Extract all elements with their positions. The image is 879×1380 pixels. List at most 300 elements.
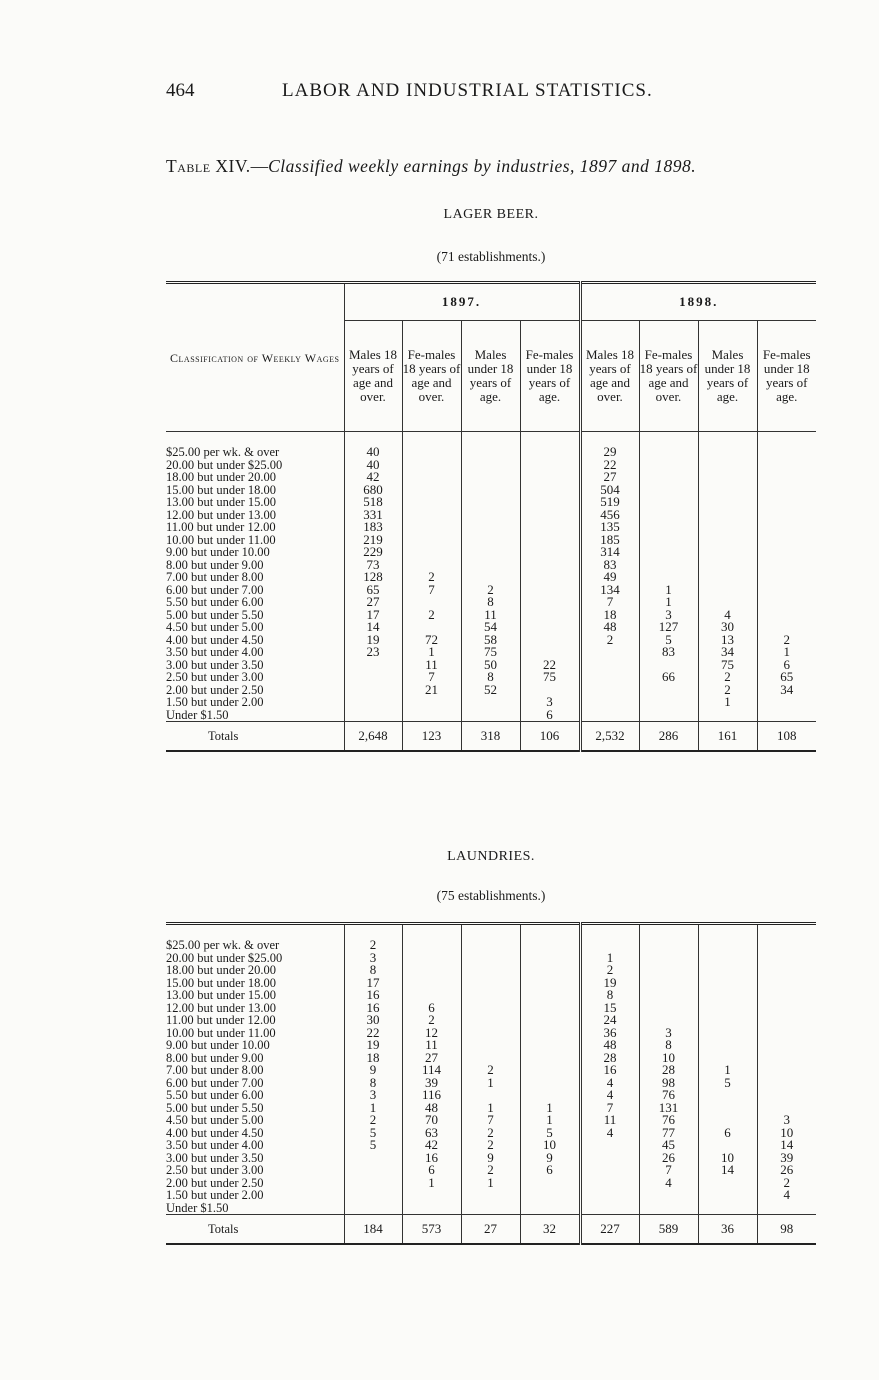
data-cell: 7 <box>639 1164 698 1177</box>
data-cell <box>757 1039 816 1052</box>
row-label: 12.00 but under 13.00 <box>166 1002 344 1015</box>
data-cell: 73 <box>344 559 402 572</box>
caption-dash: — <box>250 156 269 176</box>
data-cell: 19 <box>580 977 639 990</box>
data-cell: 22 <box>344 1027 402 1040</box>
total-cell: 184 <box>344 1215 402 1245</box>
row-label: 9.00 but under 10.00 <box>166 1039 344 1052</box>
total-cell: 2,648 <box>344 722 402 752</box>
data-cell: 16 <box>344 1002 402 1015</box>
data-cell <box>461 952 520 965</box>
total-cell: 108 <box>757 722 816 752</box>
row-label: 1.50 but under 2.00 <box>166 696 344 709</box>
data-cell: 4 <box>580 1077 639 1090</box>
data-cell: 331 <box>344 509 402 522</box>
table-row <box>166 696 816 709</box>
table-row <box>166 546 816 559</box>
data-cell <box>698 1202 757 1215</box>
col-males-minor-1898: Males under 18 years of age. <box>698 321 757 432</box>
data-cell <box>639 546 698 559</box>
data-cell <box>698 1177 757 1190</box>
data-cell <box>757 1202 816 1215</box>
data-cell: 3 <box>520 696 580 709</box>
data-cell <box>461 521 520 534</box>
data-cell <box>402 546 461 559</box>
row-label: 20.00 but under $25.00 <box>166 459 344 472</box>
lager-beer-table <box>166 281 816 752</box>
data-cell: 54 <box>461 621 520 634</box>
table-label: Table XIV. <box>166 156 251 176</box>
data-cell <box>402 471 461 484</box>
data-cell: 30 <box>698 621 757 634</box>
data-cell <box>639 989 698 1002</box>
totals-label: Totals <box>166 722 344 752</box>
row-label: 12.00 but under 13.00 <box>166 509 344 522</box>
data-cell: 58 <box>461 634 520 647</box>
table-row <box>166 471 816 484</box>
data-cell: 18 <box>344 1052 402 1065</box>
row-label: Under $1.50 <box>166 1202 344 1215</box>
data-cell: 16 <box>344 989 402 1002</box>
data-cell: 17 <box>344 609 402 622</box>
data-cell <box>580 671 639 684</box>
data-cell: 1 <box>402 646 461 659</box>
data-cell <box>402 696 461 709</box>
data-cell <box>580 1177 639 1190</box>
row-label: 2.50 but under 3.00 <box>166 1164 344 1177</box>
data-cell <box>698 546 757 559</box>
data-cell <box>639 509 698 522</box>
data-cell <box>402 534 461 547</box>
data-cell: 40 <box>344 446 402 459</box>
row-label: 18.00 but under 20.00 <box>166 471 344 484</box>
data-cell <box>757 696 816 709</box>
data-cell <box>402 1189 461 1202</box>
data-cell <box>580 709 639 722</box>
data-cell <box>520 977 580 990</box>
data-cell <box>461 1039 520 1052</box>
total-cell: 123 <box>402 722 461 752</box>
data-cell <box>461 1002 520 1015</box>
data-cell: 7 <box>580 1102 639 1115</box>
data-cell: 134 <box>580 584 639 597</box>
total-cell: 106 <box>520 722 580 752</box>
data-cell: 11 <box>461 609 520 622</box>
data-cell: 1 <box>520 1102 580 1115</box>
data-cell <box>757 534 816 547</box>
data-cell <box>698 571 757 584</box>
data-cell <box>520 1052 580 1065</box>
data-cell: 14 <box>698 1164 757 1177</box>
total-cell: 227 <box>580 1215 639 1245</box>
data-cell: 75 <box>520 671 580 684</box>
data-cell: 6 <box>520 709 580 722</box>
table-row <box>166 939 816 952</box>
data-cell: 3 <box>639 609 698 622</box>
total-cell: 98 <box>757 1215 816 1245</box>
data-cell: 48 <box>402 1102 461 1115</box>
data-cell: 18 <box>580 609 639 622</box>
data-cell: 42 <box>344 471 402 484</box>
row-label: 7.00 but under 8.00 <box>166 571 344 584</box>
col-females-minor-1898: Fe-males under 18 years of age. <box>762 347 811 404</box>
data-cell <box>461 709 520 722</box>
table-row <box>166 521 816 534</box>
data-cell <box>757 977 816 990</box>
data-cell: 2 <box>783 631 790 647</box>
data-cell: 185 <box>580 534 639 547</box>
data-cell: 2 <box>344 1114 402 1127</box>
data-cell <box>698 559 757 572</box>
row-label: 4.00 but under 4.50 <box>166 1127 344 1140</box>
data-cell: 34 <box>698 646 757 659</box>
data-cell: 2 <box>461 1164 520 1177</box>
data-cell: 8 <box>344 1077 402 1090</box>
row-label: 15.00 but under 18.00 <box>166 977 344 990</box>
total-cell: 318 <box>461 722 520 752</box>
data-cell: 4 <box>580 1089 639 1102</box>
data-cell <box>520 459 580 472</box>
data-cell <box>580 1164 639 1177</box>
data-cell <box>402 977 461 990</box>
row-label: 18.00 but under 20.00 <box>166 964 344 977</box>
data-cell: 75 <box>698 659 757 672</box>
data-cell <box>520 559 580 572</box>
data-cell <box>344 684 402 697</box>
row-label: 4.50 but under 5.00 <box>166 621 344 634</box>
data-cell: 2 <box>461 584 520 597</box>
table-row <box>166 1014 816 1027</box>
data-cell: 1 <box>402 1177 461 1190</box>
data-cell: 1 <box>639 596 698 609</box>
section-title-lager-beer: LAGER BEER. <box>443 207 539 222</box>
row-label: 8.00 but under 9.00 <box>166 1052 344 1065</box>
data-cell <box>698 977 757 990</box>
data-cell: 6 <box>783 656 790 672</box>
data-cell <box>402 496 461 509</box>
data-cell: 1 <box>698 1064 757 1077</box>
total-cell: 573 <box>402 1215 461 1245</box>
data-cell <box>520 1014 580 1027</box>
table-title: Classified weekly earnings by industries, 1897 and 1898. <box>268 156 697 176</box>
data-cell: 1 <box>461 1102 520 1115</box>
data-cell <box>520 546 580 559</box>
total-cell: 161 <box>698 722 757 752</box>
col-females-minor-1897: Fe-males under 18 years of age. <box>520 321 580 432</box>
data-cell: 1 <box>698 696 757 709</box>
data-cell: 2 <box>344 939 402 952</box>
data-cell: 9 <box>461 1152 520 1165</box>
data-cell <box>639 952 698 965</box>
row-label: 4.50 but under 5.00 <box>166 1114 344 1127</box>
data-cell <box>639 484 698 497</box>
data-cell <box>580 1139 639 1152</box>
data-cell <box>639 1202 698 1215</box>
data-cell: 5 <box>520 1127 580 1140</box>
table-row <box>166 1189 816 1202</box>
data-cell <box>344 1189 402 1202</box>
data-cell <box>402 509 461 522</box>
row-label: 10.00 but under 11.00 <box>166 534 344 547</box>
data-cell <box>639 709 698 722</box>
data-cell <box>402 1202 461 1215</box>
establishments-lager-beer: (71 establishments.) <box>436 249 546 264</box>
data-cell: 4 <box>783 1187 790 1202</box>
data-cell <box>461 509 520 522</box>
row-label: 15.00 but under 18.00 <box>166 484 344 497</box>
data-cell: 5 <box>698 1077 757 1090</box>
data-cell: 19 <box>344 1039 402 1052</box>
data-cell: 8 <box>639 1039 698 1052</box>
data-cell <box>639 471 698 484</box>
data-cell <box>757 459 816 472</box>
data-cell: 83 <box>639 646 698 659</box>
data-cell: 7 <box>461 1114 520 1127</box>
data-cell: 229 <box>344 546 402 559</box>
table-row <box>166 964 816 977</box>
data-cell: 7 <box>402 584 461 597</box>
row-label: 2.00 but under 2.50 <box>166 1177 344 1190</box>
row-label: 2.50 but under 3.00 <box>166 671 344 684</box>
data-cell <box>520 571 580 584</box>
data-cell <box>344 1177 402 1190</box>
data-cell <box>757 471 816 484</box>
row-label: 11.00 but under 12.00 <box>166 521 344 534</box>
data-cell: 27 <box>344 596 402 609</box>
data-cell: 9 <box>520 1152 580 1165</box>
col-females-adult-1897: Fe-males 18 years of age and over. <box>402 321 461 432</box>
data-cell <box>402 521 461 534</box>
totals-label: Totals <box>166 1215 344 1245</box>
data-cell <box>639 1002 698 1015</box>
data-cell: 48 <box>580 1039 639 1052</box>
running-title: LABOR AND INDUSTRIAL STATISTICS. <box>282 80 653 101</box>
data-cell: 6 <box>698 1127 757 1140</box>
data-cell: 519 <box>580 496 639 509</box>
row-label: 3.00 but under 3.50 <box>166 1152 344 1165</box>
data-cell <box>461 534 520 547</box>
data-cell <box>580 1189 639 1202</box>
data-cell <box>580 646 639 659</box>
data-cell: 8 <box>461 671 520 684</box>
data-cell: 6 <box>402 1002 461 1015</box>
data-cell <box>698 459 757 472</box>
data-cell: 1 <box>580 952 639 965</box>
row-label: 7.00 but under 8.00 <box>166 1064 344 1077</box>
data-cell: 314 <box>580 546 639 559</box>
data-cell: 5 <box>344 1127 402 1140</box>
data-cell: 65 <box>780 669 794 684</box>
data-cell: 27 <box>580 471 639 484</box>
data-cell: 135 <box>580 521 639 534</box>
data-cell: 456 <box>580 509 639 522</box>
data-cell <box>461 1202 520 1215</box>
data-cell: 1 <box>639 584 698 597</box>
row-label: 3.00 but under 3.50 <box>166 659 344 672</box>
table-row <box>166 989 816 1002</box>
laundries-table <box>166 922 816 1245</box>
col-males-adult-1897: Males 18 years of age and over. <box>344 321 402 432</box>
data-cell: 10 <box>520 1139 580 1152</box>
data-cell <box>520 584 580 597</box>
data-cell <box>698 939 757 952</box>
data-cell: 219 <box>344 534 402 547</box>
row-label: 9.00 but under 10.00 <box>166 546 344 559</box>
row-label: 20.00 but under $25.00 <box>166 952 344 965</box>
total-cell: 2,532 <box>580 722 639 752</box>
data-cell: 116 <box>402 1089 461 1102</box>
data-cell <box>520 471 580 484</box>
data-cell: 19 <box>344 634 402 647</box>
data-cell <box>639 521 698 534</box>
data-cell: 65 <box>344 584 402 597</box>
data-cell: 504 <box>580 484 639 497</box>
data-cell: 7 <box>580 596 639 609</box>
data-cell <box>698 496 757 509</box>
classification-header: Classification of Weekly Wages <box>166 283 344 432</box>
table-row <box>166 709 816 722</box>
data-cell: 16 <box>580 1064 639 1077</box>
data-cell <box>520 1002 580 1015</box>
data-cell: 63 <box>402 1127 461 1140</box>
section-title-laundries: LAUNDRIES. <box>447 849 535 864</box>
data-cell: 114 <box>402 1064 461 1077</box>
data-cell: 52 <box>461 684 520 697</box>
data-cell <box>402 939 461 952</box>
data-cell <box>580 684 639 697</box>
data-cell: 50 <box>461 659 520 672</box>
table-caption <box>166 156 826 177</box>
data-cell: 72 <box>402 634 461 647</box>
data-cell: 45 <box>639 1139 698 1152</box>
data-cell <box>757 521 816 534</box>
data-cell: 4 <box>580 1127 639 1140</box>
row-label: 5.50 but under 6.00 <box>166 1089 344 1102</box>
data-cell: 34 <box>780 681 794 697</box>
data-cell <box>520 939 580 952</box>
data-cell <box>757 596 816 609</box>
data-cell <box>757 1077 816 1090</box>
row-label: $25.00 per wk. & over <box>166 446 344 459</box>
data-cell <box>520 964 580 977</box>
col-females-adult-1898: Fe-males 18 years of age and over. <box>639 321 698 432</box>
data-cell <box>698 952 757 965</box>
data-cell: 76 <box>639 1114 698 1127</box>
row-label: $25.00 per wk. & over <box>166 939 344 952</box>
data-cell: 2 <box>402 571 461 584</box>
data-cell: 2 <box>580 964 639 977</box>
data-cell: 16 <box>402 1152 461 1165</box>
data-cell: 3 <box>639 1027 698 1040</box>
data-cell: 2 <box>698 671 757 684</box>
data-cell <box>461 1014 520 1027</box>
year-header-1898: 1898. <box>580 283 816 321</box>
data-cell <box>757 1089 816 1102</box>
col-males-minor-1897: Males under 18 years of age. <box>461 321 520 432</box>
total-cell: 589 <box>639 1215 698 1245</box>
row-label: 11.00 but under 12.00 <box>166 1014 344 1027</box>
row-label: 6.00 but under 7.00 <box>166 1077 344 1090</box>
data-cell <box>698 1002 757 1015</box>
data-cell <box>757 496 816 509</box>
row-label: 2.00 but under 2.50 <box>166 684 344 697</box>
data-cell <box>757 964 816 977</box>
data-cell <box>757 546 816 559</box>
data-cell: 1 <box>783 644 790 659</box>
row-label: 5.50 but under 6.00 <box>166 596 344 609</box>
data-cell <box>520 496 580 509</box>
row-label: 3.50 but under 4.00 <box>166 1139 344 1152</box>
data-cell <box>520 521 580 534</box>
data-cell <box>698 521 757 534</box>
data-cell: 11 <box>580 1114 639 1127</box>
data-cell <box>698 509 757 522</box>
data-cell <box>639 696 698 709</box>
data-cell <box>402 484 461 497</box>
data-cell: 131 <box>639 1102 698 1115</box>
data-cell: 3 <box>344 952 402 965</box>
data-cell <box>520 989 580 1002</box>
data-cell: 3 <box>783 1112 790 1127</box>
data-cell: 14 <box>344 621 402 634</box>
data-cell <box>520 1039 580 1052</box>
data-cell <box>757 584 816 597</box>
data-cell: 2 <box>580 634 639 647</box>
data-cell: 83 <box>580 559 639 572</box>
totals-row <box>166 722 816 752</box>
data-cell <box>461 989 520 1002</box>
data-cell <box>757 1027 816 1040</box>
data-cell <box>639 559 698 572</box>
data-cell <box>520 1027 580 1040</box>
data-cell <box>698 989 757 1002</box>
data-cell: 21 <box>402 684 461 697</box>
data-cell <box>402 459 461 472</box>
row-label: 3.50 but under 4.00 <box>166 646 344 659</box>
data-cell: 2 <box>402 609 461 622</box>
data-cell: 29 <box>580 446 639 459</box>
data-cell: 4 <box>698 609 757 622</box>
data-cell: 17 <box>344 977 402 990</box>
data-cell <box>461 1027 520 1040</box>
data-cell <box>344 1164 402 1177</box>
data-cell: 7 <box>402 671 461 684</box>
data-cell <box>344 671 402 684</box>
data-cell <box>698 584 757 597</box>
data-cell: 27 <box>402 1052 461 1065</box>
data-cell: 30 <box>344 1014 402 1027</box>
data-cell <box>757 559 816 572</box>
data-cell <box>698 1039 757 1052</box>
data-cell: 10 <box>698 1152 757 1165</box>
data-cell: 14 <box>780 1137 794 1152</box>
data-cell <box>757 571 816 584</box>
data-cell <box>461 939 520 952</box>
data-cell: 1 <box>461 1177 520 1190</box>
data-cell <box>757 709 816 722</box>
data-cell: 128 <box>344 571 402 584</box>
data-cell <box>520 1064 580 1077</box>
data-cell <box>698 964 757 977</box>
data-cell <box>461 496 520 509</box>
data-cell <box>520 634 580 647</box>
total-cell: 32 <box>520 1215 580 1245</box>
data-cell: 66 <box>639 671 698 684</box>
data-cell: 2 <box>461 1127 520 1140</box>
data-cell: 2 <box>783 1174 790 1190</box>
data-cell: 1 <box>461 1077 520 1090</box>
data-cell: 22 <box>520 659 580 672</box>
